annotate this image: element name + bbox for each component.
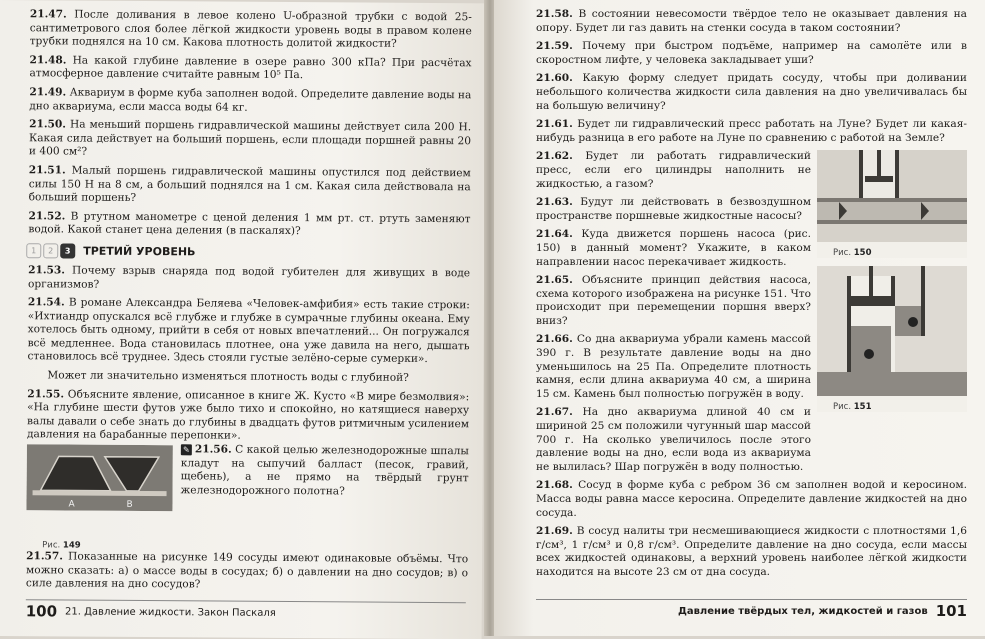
problem-21-47: 21.47. После доливания в левое колено U-образной трубки с водой 25-сантиметрового слоя более лёгкой жидкости уровень воды в правом колене трубки поднялся на 10 см. Какова плотность долитой жидкости? — [29, 8, 472, 50]
problem-21-63: 21.63. Будут ли действовать в безвоздушном пространстве поршневые жидкостные насосы? — [536, 196, 811, 222]
figure-150 — [817, 150, 967, 258]
vessels-illustration — [26, 444, 172, 511]
right-page — [494, 0, 985, 636]
level-badge-3: 3 — [60, 243, 75, 258]
chapter-title: 21. Давление жидкости. Закон Паскаля — [65, 605, 276, 619]
pump-diagram-151 — [817, 266, 967, 396]
problem-21-60: 21.60. Какую форму следует придать сосуду, чтобы при доливании небольшого количества жидкости сила давления на дно увеличивалась бы на большую величину? — [536, 72, 967, 112]
problem-21-69: 21.69. В сосуд налиты три несмешивающиеся жидкости с плотностями 1,6 г/см³, 1 г/см³ и 0,8 г/см³. Определите давление на дно сосуда, если массы всех жидкостей одинаковы, а верхний уровень наиболее лёгкой жидкости находится на высоте 23 см от дна сосуда. — [536, 525, 967, 578]
problem-21-64: 21.64. Куда движется поршень насоса (рис. 150) в данный момент? Укажите, в каком направлении насос перекачивает жидкость. — [536, 228, 811, 268]
level-badge-2: 2 — [43, 243, 58, 258]
vessel-a-label: A — [68, 499, 75, 510]
figure-149-caption: Рис. 149 — [42, 540, 81, 551]
left-page — [0, 0, 486, 639]
problem-21-50: 21.50. На меньший поршень гидравлической машины действует сила 200 Н. Какая сила действует на больший поршень, если площади поршней равны 20 и 400 см²? — [28, 118, 472, 158]
problems-list-bottom — [536, 479, 967, 579]
key-icon: ✎ — [181, 444, 192, 455]
problem-21-55: 21.55. Объясните явление, описанное в книге Ж. Кусто «В мире безмолвия»: «На глубине шести футов уже было тихо и спокойно, но катящиеся наверху валы давали о себе знать до глубины в двадцать футов ритмичным усилением давления на барабанные перепонки». — [26, 387, 470, 443]
problem-21-54: 21.54. В романе Александра Беляева «Человек-амфибия» есть такие строки: «Ихтиандр опускался всё глубже и глубже в сумрачные глубины океана. Ему хотелось быть одному, прийти в себя от новых впечатлений... Он погружался всё медленнее. Вода становилась плотнее, она уже давила на него, дышать становилось всё труднее. Здесь стояли густые зелёно-серые сумерки». — [27, 296, 470, 366]
problem-21-51: 21.51. Малый поршень гидравлической машины опустился под действием силы 150 Н на 8 см, а больший поднялся на 1 см. Какая сила действовала на больший поршень? — [28, 164, 471, 205]
problem-21-65: 21.65. Объясните принцип действия насоса, схема которого изображена на рисунке 151. Что происходит при перемещении поршня вверх? вниз? — [536, 274, 811, 327]
problem-21-62: 21.62. Будет ли работать гидравлический пресс, если его цилиндры наполнить не жидкостью, а газом? — [536, 150, 811, 190]
problems-list-top — [28, 8, 472, 240]
pump-diagram-150 — [817, 150, 967, 242]
level-heading — [26, 243, 470, 261]
section-title: Давление твёрдых тел, жидкостей и газов — [677, 605, 928, 617]
problem-21-52: 21.52. В ртутном манометре с ценой деления 1 мм рт. ст. ртуть заменяют водой. Какой станет цена деления (в паскалях)? — [28, 209, 471, 238]
page-number-right: 101 — [935, 602, 967, 620]
problem-21-68: 21.68. Сосуд в форме куба с ребром 36 см заполнен водой и керосином. Масса воды равна массе керосина. Определите давление жидкостей на дно сосуда. — [536, 479, 967, 519]
page-number-left: 100 — [25, 602, 58, 621]
problems-list-right-top — [536, 8, 967, 145]
problem-21-57: 21.57. Показанные на рисунке 149 сосуды имеют одинаковые объёмы. Что можно сказать: а) о массе воды в сосудах; б) о давлении на дно сосудов; в) о силе давления на дно сосудов? — [25, 550, 469, 591]
right-footer — [536, 599, 967, 620]
figures-column — [817, 150, 967, 479]
figure-151-caption: Рис. 151 — [833, 402, 872, 413]
problem-21-53: 21.53. Почему взрыв снаряда под водой губителен для живущих в воде организмов? — [27, 264, 471, 291]
problem-21-48: 21.48. На какой глубине давление в озере равно 300 кПа? При расчётах атмосферное давление считайте равным 10⁵ Па. — [29, 53, 472, 82]
figure-150-caption: Рис. 150 — [833, 248, 872, 259]
problem-21-54-question: Может ли значительно изменяться плотность воды с глубиной? — [47, 369, 409, 384]
vessel-b-label: B — [126, 499, 133, 510]
problem-21-58: 21.58. В состоянии невесомости твёрдое тело не оказывает давления на опору. Будет ли газ давить на стенки сосуда в таком состоянии? — [536, 8, 968, 34]
problem-21-66: 21.66. Со дна аквариума убрали камень массой 390 г. В результате давление воды на дно уменьшилось на 25 Па. Определите плотность камня, если длина аквариума 40 см, а ширина 15 см. Камень был полностью погружён в воду. — [536, 333, 811, 400]
problem-21-67: 21.67. На дно аквариума длиной 40 см и шириной 25 см положили чугунный шар массой 700 г. На сколько увеличилось после этого давление воды на дно, если вода из аквариума не вылилась? Шар погружён в воду полностью. — [536, 406, 811, 473]
left-footer — [26, 599, 466, 623]
figures-block — [536, 150, 967, 479]
problem-21-59: 21.59. Почему при быстром подъёме, например на самолёте или в скоростном лифте, у человека закладывает уши? — [536, 40, 967, 66]
problems-list-side — [536, 150, 811, 479]
problem-21-61: 21.61. Будет ли гидравлический пресс работать на Луне? Будет ли какая-нибудь разница в его работе на Луне по сравнению с работой на Земле? — [536, 118, 967, 144]
problem-21-49: 21.49. Аквариум в форме куба заполнен водой. Определите давление воды на дно аквариума, если масса воды 64 кг. — [29, 86, 472, 114]
figure-151 — [817, 266, 967, 412]
fig149-block — [26, 444, 469, 553]
level-badge-1: 1 — [26, 243, 41, 258]
level-title: ТРЕТИЙ УРОВЕНЬ — [83, 244, 196, 259]
problem-21-56: ✎ 21.56. С какой целью железнодорожные шпалы кладут на сыпучий балласт (песок, гравий, щебень), а не прямо на твёрдый грунт железнодорожного полотна? — [180, 443, 469, 498]
figure-149 — [26, 444, 173, 551]
